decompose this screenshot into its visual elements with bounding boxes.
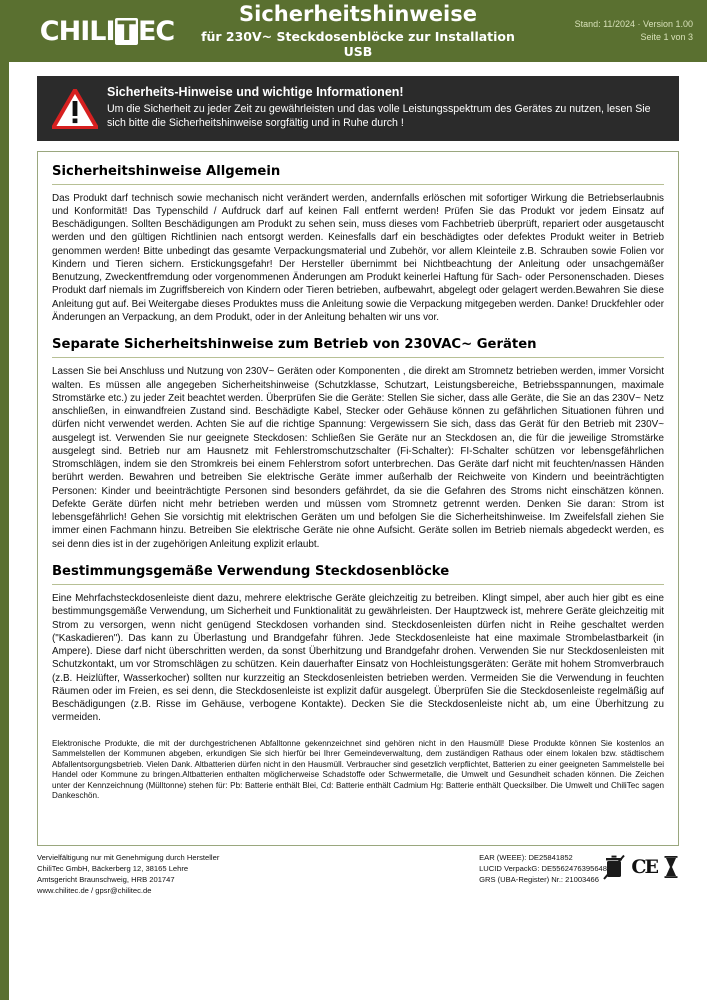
footer-registrations: [377, 852, 679, 885]
disposal-fineprint: Elektronische Produkte, die mit der durchgestrichenen Abfalltonne gekennzeichnet sind gehören nicht in den Hausmüll! Diese Produkte können Sie kostenlos an Sammelstellen der Kommunen abgeben, erkundigen Sie sich hierfür bei Ihrer Gemeindeverwaltung, dem zuständigen Rathaus oder einem lokalen bzw. städtischem Abfallentsorgungsbetrieb. Vielen Dank. Altbatterien dürfen nicht in den Hausmüll. Verbraucher sind gesetzlich verpflichtet, Batterien zu einer geeigneten Sammelstelle bei Handel oder Kommune zu bringen.Altbatterien enthalten möglicherweise Schadstoffe oder Schwermetalle, die Umwelt und Gesundheit schaden können. Die Zeichen unter der Kennzeichnung (Mülltonne) stehen für: Pb: Batterie enthält Blei, Cd: Batterie enthält Cadmium Hg: Batterie enthält Quecksilber. Die Umwelt und ChiliTec sagen Dankeschön.: [52, 738, 664, 801]
section-intended-use: [52, 564, 664, 725]
page-footer: [37, 845, 679, 896]
section-divider: [52, 357, 664, 358]
section-heading: Separate Sicherheitshinweise zum Betrieb von 230VAC~ Geräten: [52, 337, 537, 353]
footer-line: Amtsgericht Braunschweig, HRB 201747: [37, 874, 175, 884]
ce-mark-icon: CE: [631, 856, 657, 879]
hourglass-icon: [663, 855, 679, 882]
page-header: [9, 0, 707, 62]
warning-body: Um die Sicherheit zu jeder Zeit zu gewährleisten und das volle Leistungsspektrum des Gerätes zu nutzen, lesen Sie sich bitte die Sicherheitshinweise sorgfältig und in Ruhe durch !: [107, 103, 651, 130]
page-subtitle: für 230V~ Steckdosenblöcke zur Installation USB: [201, 28, 515, 59]
brand-logo: [23, 15, 191, 47]
section-text: Eine Mehrfachsteckdosenleiste dient dazu, mehrere elektrische Geräte gleichzeitig zu betreiben. Klingt simpel, aber auch hier gibt es eine bestimmungsgemäße Verwendung, um Sicherheit und Funktionalität zu gewährleisten. Der Hauptzweck ist, mehrere Geräte gleichzeitig mit Strom zu versorgen, wenn nicht genügend Steckdosen vorhanden sind. Steckdosenleisten dürfen nicht in Reihe geschaltet werden ("Kaskadieren"). Das kann zu Überlastung und Brandgefahr führen. Jede Steckdosenleiste hat eine maximale Strombelastbarkeit (in Ampere). Diese darf nicht überschritten werden, da sonst Überhitzung und Brandgefahr drohen. Verwenden Sie nur Steckdosenleisten mit Schutzkontakt, um vor Stromschlägen zu schützen. Kein dauerhafter Einsatz von Hochleistungsgeräten: Geräte mit hohem Stromverbrauch (z.B. Heizlüfter, Wasserkocher) sollten nur kurzzeitig an Steckdosenleisten betrieben werden. Vermeiden Sie die Verwendung in feuchten Räumen oder im Freien, es sei denn, die Steckdosenleiste ist explizit dafür ausgelegt. Überprüfen Sie die Steckdosenleiste regelmäßig auf Beschädigungen (z.B. Risse im Gehäuse, verbogene Kontakte). Decken Sie die Steckdosenleiste nicht ab, um eine Überhitzung zu vermeiden.: [52, 592, 664, 724]
footer-line: Vervielfältigung nur mit Genehmigung durch Hersteller: [37, 852, 220, 862]
section-divider: [52, 584, 664, 585]
warning-triangle-icon: [47, 85, 103, 129]
page-number: Seite 1 von 3: [640, 32, 693, 42]
warning-text: [103, 85, 667, 131]
section-heading: Bestimmungsgemäße Verwendung Steckdosenblöcke: [52, 563, 450, 579]
section-heading: Sicherheitshinweise Allgemein: [52, 163, 281, 179]
warning-title: Sicherheits-Hinweise und wichtige Informationen!: [107, 85, 404, 99]
footer-line: ChiliTec GmbH, Bäckerberg 12, 38165 Lehre: [37, 863, 189, 873]
warning-banner: [37, 76, 679, 141]
logo-part-ec: EC: [137, 15, 175, 47]
warning-banner-wrap: [9, 62, 707, 141]
footer-code-weee: EAR (WEEE): DE25841852: [479, 852, 573, 862]
document-body: [37, 151, 679, 845]
footer-company-info: [37, 852, 377, 896]
logo-part-t: T: [115, 18, 138, 45]
section-general: [52, 164, 664, 325]
footer-code-grs: GRS (UBA-Register) Nr.: 21003466: [479, 874, 599, 884]
page-title: Sicherheitshinweise: [239, 2, 477, 27]
section-text: Lassen Sie bei Anschluss und Nutzung von 230V~ Geräten oder Komponenten , die direkt am Stromnetz betrieben werden, immer Vorsicht walten. Es müssen alle angegeben Sicherheitshinweise (Schutzklasse, Schutzart, Leistungsbereiche, Betriebsspannungen, maximale Stromstärke etc.) zu jeder Zeit beachtet werden. Überprüfen Sie die Geräte: Stellen Sie sicher, dass alle Geräte, die Sie an das 230V~ Netz anschließen, in einwandfreien Zustand sind. Beschädigte Kabel, Stecker oder Gehäuse können zu gefährlichen Situationen führen und dürfen nicht verwendet werden. Achten Sie auf die richtige Spannung: Vergewissern Sie sich, dass das Gerät für den Betrieb mit 230V~ ausgelegt ist. Verwenden Sie nur geeignete Steckdosen: Schließen Sie Geräte nur an Steckdosen an, die für die jeweilige Stromstärke ausgelegt sind. Betrieb nur am Hausnetz mit Fehlerstromschutzschalter (Fi-Schalter): FI-Schalter schützen vor lebensgefährlichen Stromschlägen, indem sie den Stromkreis bei einem Fehlerstrom sofort unterbrechen. Das Geräte darf nicht mit feuchten/nassen Händen berührt werden. Bewahren und betreiben Sie elektrische Geräte immer außerhalb der Reichweite von Kindern und beeinträchtigten Personen: Kinder und beeinträchtigte Personen sind besonders gefährdet, da sie die Gefahren des Stroms nicht einschätzen können. Defekte Geräte dürfen nicht mehr betrieben werden und müssen vom Stromnetz getrennt werden. Denken Sie daran: Strom ist lebensgefährlich! Gehen Sie vorsichtig mit elektrischen Geräten um und befolgen Sie die Sicherheitshinweise. Im Zweifelsfall ziehen Sie immer einen Fachmann hinzu. Betreiben Sie elektrische Geräte nie ohne Aufsicht. Geräte sollen im Betrieb niemals abgedeckt werden, es sei denn dies ist in der zugehörigen Anleitung explizit erlaubt.: [52, 366, 664, 550]
logo-text: [39, 15, 175, 47]
footer-marks: [603, 854, 679, 883]
header-meta: [525, 18, 697, 45]
header-titles: [191, 3, 525, 58]
logo-part-chili: CHILI: [39, 15, 115, 47]
section-230vac: [52, 337, 664, 551]
section-text: Das Produkt darf technisch sowie mechanisch nicht verändert werden, andernfalls erlöschen mit sofortiger Wirkung die Betriebserlaubnis und Konformität! Das Typenschild / Aufdruck darf auf keinen Fall entfernt werden! Prüfen Sie das Produkt vor jedem Einsatz auf Beschädigungen. Sollten Beschädigungen am Produkt zu sehen sein, muss dieses vom Fachbetrieb überprüft, repariert oder ausgetauscht werden und den gültigen Richtlinien nach entsorgt werden. Keinesfalls darf ein beschädigtes oder defektes Produkt weiter in Betrieb genommen werden! Bitte unbedingt das gesamte Verpackungsmaterial und Zubehör, vor allem Kleinteile z.B. Schrauben sowie Folien vor Kindern und Tieren sichern. Erstickungsgefahr! Der Hersteller übernimmt bei Nichtbeachtung der Anleitung oder unsachgemäßer Benutzung, Zweckentfremdung oder vorgenommenen Änderungen am Produkt keinerlei Haftung für Sach- oder Personenschaden. Dieses Produkt darf niemals im Zugriffsbereich von Kindern oder Tieren betrieben, aufbewahrt, abgelegt oder gelagert werden.Bewahren Sie diese Anleitung gut auf. Bei Weitergabe dieses Produktes muss die Anleitung sowie die Verpackung mitgegeben werden. Danke! Druckfehler oder Änderungen an Verpackung, an dem Produkt, oder in der Anleitung behalten wir uns vor.: [52, 192, 664, 323]
footer-website[interactable]: www.chilitec.de / gpsr@chilitec.de: [37, 885, 152, 895]
footer-code-lucid: LUCID VerpackG: DE5562476395648: [479, 863, 607, 873]
crossed-out-wheelie-bin-icon: [603, 854, 625, 883]
version-info: Stand: 11/2024 · Version 1.00: [574, 18, 693, 29]
section-divider: [52, 184, 664, 185]
